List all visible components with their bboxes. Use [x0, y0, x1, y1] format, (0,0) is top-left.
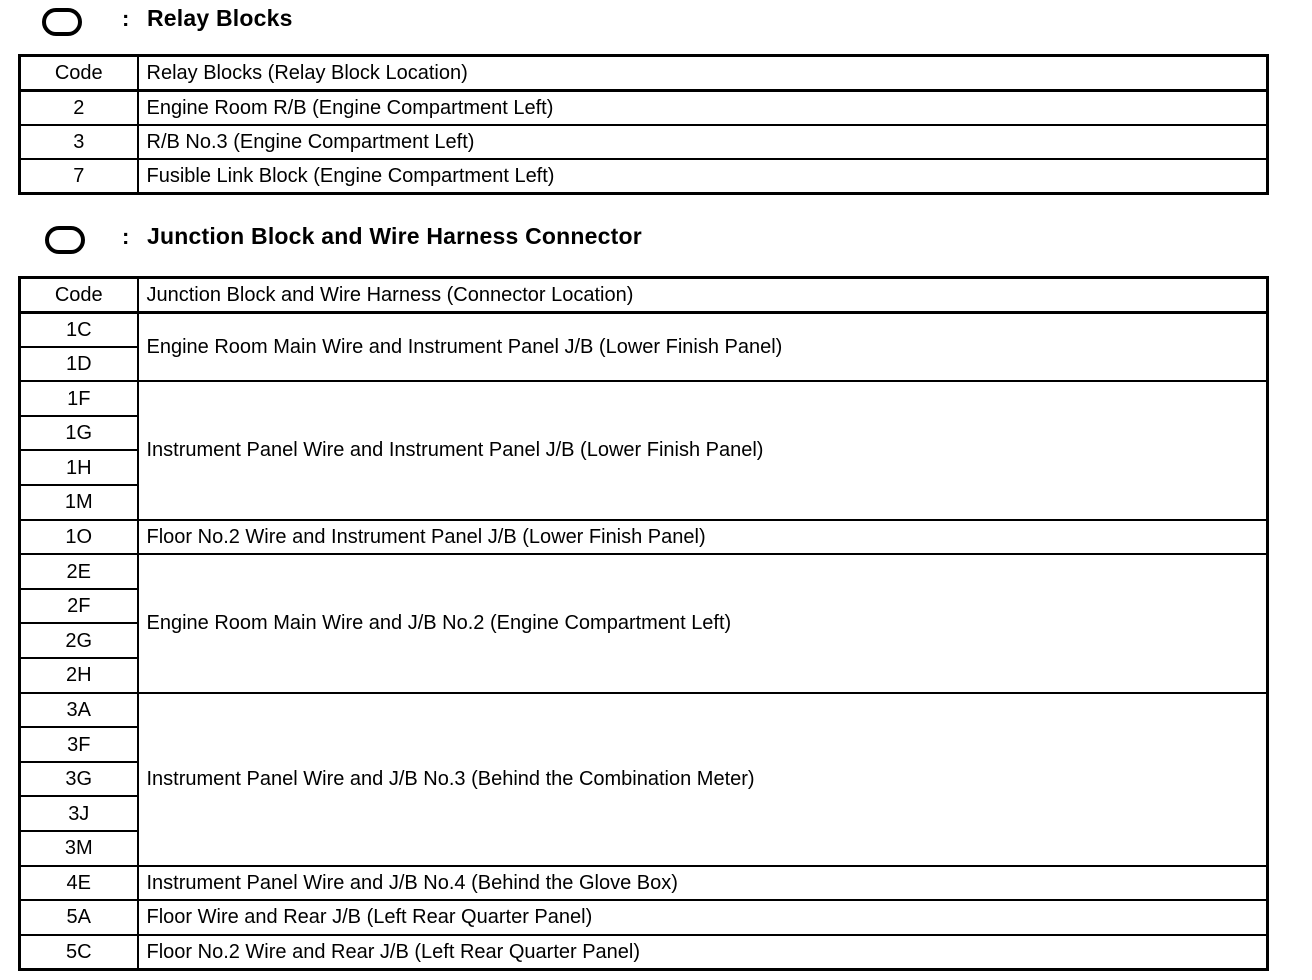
table-row — [20, 125, 1268, 160]
row-code: 4E — [20, 866, 138, 901]
table-header-row — [20, 56, 1268, 91]
row-code: 1M — [20, 485, 138, 520]
table-row — [20, 159, 1268, 194]
table-row — [20, 312, 1268, 347]
row-description: Floor No.2 Wire and Rear J/B (Left Rear Quarter Panel) — [138, 935, 1268, 970]
row-code: 2G — [20, 623, 138, 658]
junction-block-heading-row — [42, 223, 942, 264]
row-code: 1C — [20, 312, 138, 347]
row-description: Floor No.2 Wire and Instrument Panel J/B (Lower Finish Panel) — [138, 520, 1268, 555]
relay-blocks-table — [18, 54, 1269, 195]
row-description: Engine Room R/B (Engine Compartment Left) — [138, 90, 1268, 125]
row-code: 3F — [20, 727, 138, 762]
row-description: R/B No.3 (Engine Compartment Left) — [138, 125, 1268, 160]
junction-block-symbol-icon — [45, 226, 85, 254]
table-row — [20, 935, 1268, 970]
relay-block-symbol-icon — [42, 8, 82, 36]
row-description: Instrument Panel Wire and J/B No.4 (Behind the Glove Box) — [138, 866, 1268, 901]
row-description: Instrument Panel Wire and Instrument Panel J/B (Lower Finish Panel) — [138, 381, 1268, 519]
row-code: 2H — [20, 658, 138, 693]
header-description: Junction Block and Wire Harness (Connector Location) — [138, 278, 1268, 313]
row-code: 1O — [20, 520, 138, 555]
table-row — [20, 866, 1268, 901]
row-description: Instrument Panel Wire and J/B No.3 (Behind the Combination Meter) — [138, 693, 1268, 866]
row-code: 3G — [20, 762, 138, 797]
row-code: 2 — [20, 90, 138, 125]
table-row — [20, 900, 1268, 935]
table-row — [20, 554, 1268, 589]
row-description: Floor Wire and Rear J/B (Left Rear Quarter Panel) — [138, 900, 1268, 935]
relay-blocks-title: Relay Blocks — [147, 5, 293, 31]
row-code: 3 — [20, 125, 138, 160]
row-description: Engine Room Main Wire and J/B No.2 (Engine Compartment Left) — [138, 554, 1268, 692]
header-code: Code — [20, 278, 138, 313]
row-code: 7 — [20, 159, 138, 194]
row-code: 5C — [20, 935, 138, 970]
row-code: 1F — [20, 381, 138, 416]
relay-blocks-heading-row — [42, 5, 942, 46]
row-code: 3M — [20, 831, 138, 866]
table-header-row — [20, 278, 1268, 313]
table-row — [20, 693, 1268, 728]
row-code: 1G — [20, 416, 138, 451]
table-row — [20, 381, 1268, 416]
junction-block-title: Junction Block and Wire Harness Connector — [147, 223, 642, 249]
row-description: Fusible Link Block (Engine Compartment Left) — [138, 159, 1268, 194]
table-row — [20, 520, 1268, 555]
row-code: 5A — [20, 900, 138, 935]
row-code: 1D — [20, 347, 138, 382]
heading-colon: : — [122, 224, 130, 249]
heading-colon: : — [122, 6, 130, 31]
row-code: 3J — [20, 796, 138, 831]
junction-block-table — [18, 276, 1269, 971]
row-code: 2F — [20, 589, 138, 624]
table-row — [20, 90, 1268, 125]
header-description: Relay Blocks (Relay Block Location) — [138, 56, 1268, 91]
row-code: 3A — [20, 693, 138, 728]
row-code: 2E — [20, 554, 138, 589]
row-description: Engine Room Main Wire and Instrument Panel J/B (Lower Finish Panel) — [138, 312, 1268, 381]
row-code: 1H — [20, 450, 138, 485]
header-code: Code — [20, 56, 138, 91]
